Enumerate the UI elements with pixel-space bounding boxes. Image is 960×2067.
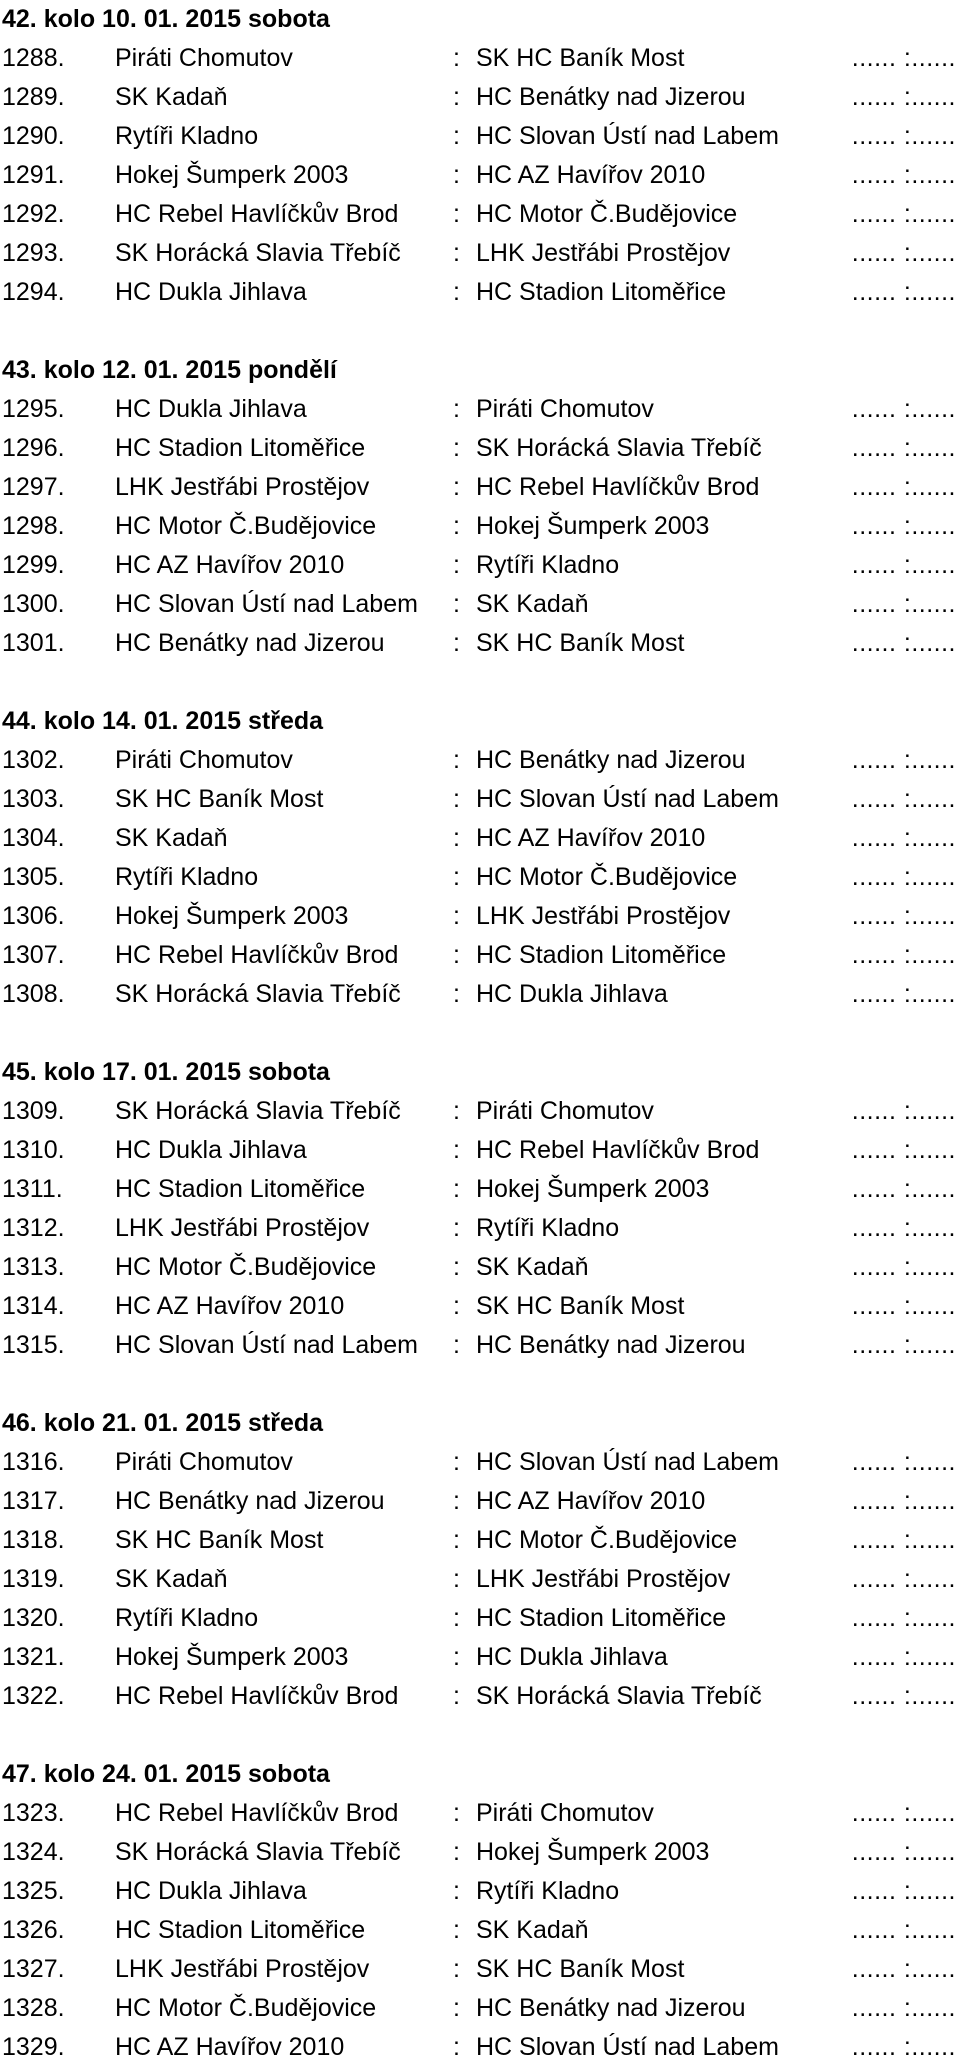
match-number: 1329. xyxy=(2,2033,65,2061)
score-placeholder: ...... :...... xyxy=(851,551,956,579)
away-team: HC Slovan Ústí nad Labem xyxy=(476,122,779,150)
match-row xyxy=(0,234,960,273)
score-separator: : xyxy=(453,1565,460,1593)
match-row xyxy=(0,1326,960,1365)
round-section xyxy=(0,1053,960,1365)
home-team: Hokej Šumperk 2003 xyxy=(115,161,349,189)
score-separator: : xyxy=(453,122,460,150)
score-placeholder: ...... :...... xyxy=(851,1955,956,1983)
match-row xyxy=(0,1677,960,1716)
match-row xyxy=(0,1794,960,1833)
match-number: 1303. xyxy=(2,785,65,813)
score-placeholder: ...... :...... xyxy=(851,1838,956,1866)
match-row xyxy=(0,975,960,1014)
home-team: SK HC Baník Most xyxy=(115,785,324,813)
score-separator: : xyxy=(453,1682,460,1710)
match-number: 1294. xyxy=(2,278,65,306)
round-title: 42. kolo 10. 01. 2015 sobota xyxy=(2,5,330,33)
round-title: 47. kolo 24. 01. 2015 sobota xyxy=(2,1760,330,1788)
score-separator: : xyxy=(453,746,460,774)
home-team: Rytíři Kladno xyxy=(115,863,259,891)
match-row xyxy=(0,1092,960,1131)
home-team: SK Horácká Slavia Třebíč xyxy=(115,980,401,1008)
score-placeholder: ...... :...... xyxy=(851,1487,956,1515)
home-team: SK Kadaň xyxy=(115,83,228,111)
away-team: HC Stadion Litoměřice xyxy=(476,278,727,306)
score-placeholder: ...... :...... xyxy=(851,434,956,462)
round-section xyxy=(0,351,960,663)
round-section xyxy=(0,1404,960,1716)
match-row xyxy=(0,1521,960,1560)
score-separator: : xyxy=(453,1487,460,1515)
score-separator: : xyxy=(453,1877,460,1905)
match-row xyxy=(0,1872,960,1911)
round-section xyxy=(0,1755,960,2067)
home-team: HC Dukla Jihlava xyxy=(115,395,307,423)
away-team: HC Rebel Havlíčkův Brod xyxy=(476,473,760,501)
match-number: 1320. xyxy=(2,1604,65,1632)
match-number: 1324. xyxy=(2,1838,65,1866)
score-placeholder: ...... :...... xyxy=(851,1916,956,1944)
match-number: 1306. xyxy=(2,902,65,930)
score-separator: : xyxy=(453,1838,460,1866)
away-team: Rytíři Kladno xyxy=(476,551,620,579)
score-placeholder: ...... :...... xyxy=(851,941,956,969)
match-row xyxy=(0,897,960,936)
score-separator: : xyxy=(453,1175,460,1203)
score-placeholder: ...... :...... xyxy=(851,1682,956,1710)
match-number: 1291. xyxy=(2,161,65,189)
home-team: Hokej Šumperk 2003 xyxy=(115,1643,349,1671)
score-placeholder: ...... :...... xyxy=(851,200,956,228)
match-row xyxy=(0,1131,960,1170)
match-row xyxy=(0,2028,960,2067)
match-number: 1310. xyxy=(2,1136,65,1164)
round-title: 45. kolo 17. 01. 2015 sobota xyxy=(2,1058,330,1086)
away-team: Piráti Chomutov xyxy=(476,395,654,423)
match-number: 1312. xyxy=(2,1214,65,1242)
home-team: Piráti Chomutov xyxy=(115,44,293,72)
score-separator: : xyxy=(453,1214,460,1242)
home-team: SK Kadaň xyxy=(115,824,228,852)
match-row xyxy=(0,1989,960,2028)
home-team: HC Stadion Litoměřice xyxy=(115,1916,366,1944)
match-row xyxy=(0,117,960,156)
away-team: Hokej Šumperk 2003 xyxy=(476,1838,710,1866)
score-separator: : xyxy=(453,512,460,540)
home-team: LHK Jestřábi Prostějov xyxy=(115,1955,370,1983)
score-separator: : xyxy=(453,395,460,423)
home-team: HC Motor Č.Budějovice xyxy=(115,1253,377,1281)
match-row xyxy=(0,1911,960,1950)
home-team: Piráti Chomutov xyxy=(115,746,293,774)
home-team: HC Rebel Havlíčkův Brod xyxy=(115,1682,399,1710)
away-team: SK HC Baník Most xyxy=(476,1955,685,1983)
match-row xyxy=(0,1560,960,1599)
round-title: 43. kolo 12. 01. 2015 pondělí xyxy=(2,356,337,384)
match-row xyxy=(0,78,960,117)
score-separator: : xyxy=(453,1799,460,1827)
home-team: HC AZ Havířov 2010 xyxy=(115,1292,345,1320)
away-team: HC Motor Č.Budějovice xyxy=(476,863,738,891)
home-team: HC AZ Havířov 2010 xyxy=(115,551,345,579)
home-team: HC Benátky nad Jizerou xyxy=(115,629,385,657)
away-team: SK Horácká Slavia Třebíč xyxy=(476,1682,762,1710)
home-team: HC Slovan Ústí nad Labem xyxy=(115,1331,418,1359)
score-placeholder: ...... :...... xyxy=(851,395,956,423)
home-team: HC Stadion Litoměřice xyxy=(115,434,366,462)
score-placeholder: ...... :...... xyxy=(851,863,956,891)
score-separator: : xyxy=(453,200,460,228)
home-team: LHK Jestřábi Prostějov xyxy=(115,1214,370,1242)
home-team: HC Stadion Litoměřice xyxy=(115,1175,366,1203)
score-placeholder: ...... :...... xyxy=(851,161,956,189)
match-number: 1289. xyxy=(2,83,65,111)
away-team: HC AZ Havířov 2010 xyxy=(476,1487,706,1515)
score-separator: : xyxy=(453,473,460,501)
match-number: 1319. xyxy=(2,1565,65,1593)
round-title: 44. kolo 14. 01. 2015 středa xyxy=(2,707,324,735)
match-number: 1322. xyxy=(2,1682,65,1710)
score-placeholder: ...... :...... xyxy=(851,1292,956,1320)
score-separator: : xyxy=(453,1643,460,1671)
score-placeholder: ...... :...... xyxy=(851,1604,956,1632)
match-number: 1292. xyxy=(2,200,65,228)
score-placeholder: ...... :...... xyxy=(851,785,956,813)
match-row xyxy=(0,429,960,468)
home-team: HC Motor Č.Budějovice xyxy=(115,512,377,540)
score-separator: : xyxy=(453,1448,460,1476)
match-row xyxy=(0,1950,960,1989)
away-team: SK Kadaň xyxy=(476,590,589,618)
match-number: 1318. xyxy=(2,1526,65,1554)
away-team: HC Slovan Ústí nad Labem xyxy=(476,785,779,813)
score-placeholder: ...... :...... xyxy=(851,2033,956,2061)
match-row xyxy=(0,1209,960,1248)
match-number: 1305. xyxy=(2,863,65,891)
score-placeholder: ...... :...... xyxy=(851,590,956,618)
score-placeholder: ...... :...... xyxy=(851,1565,956,1593)
match-row xyxy=(0,1248,960,1287)
match-number: 1296. xyxy=(2,434,65,462)
match-row xyxy=(0,39,960,78)
score-placeholder: ...... :...... xyxy=(851,1253,956,1281)
match-number: 1326. xyxy=(2,1916,65,1944)
score-separator: : xyxy=(453,1331,460,1359)
away-team: HC Rebel Havlíčkův Brod xyxy=(476,1136,760,1164)
score-placeholder: ...... :...... xyxy=(851,122,956,150)
away-team: SK Kadaň xyxy=(476,1916,589,1944)
score-placeholder: ...... :...... xyxy=(851,1994,956,2022)
score-separator: : xyxy=(453,1526,460,1554)
score-placeholder: ...... :...... xyxy=(851,239,956,267)
score-placeholder: ...... :...... xyxy=(851,1136,956,1164)
score-placeholder: ...... :...... xyxy=(851,278,956,306)
away-team: HC AZ Havířov 2010 xyxy=(476,824,706,852)
away-team: LHK Jestřábi Prostějov xyxy=(476,902,731,930)
home-team: Rytíři Kladno xyxy=(115,1604,259,1632)
match-number: 1313. xyxy=(2,1253,65,1281)
away-team: HC Benátky nad Jizerou xyxy=(476,746,746,774)
score-separator: : xyxy=(453,1994,460,2022)
home-team: HC Slovan Ústí nad Labem xyxy=(115,590,418,618)
score-placeholder: ...... :...... xyxy=(851,1799,956,1827)
away-team: HC Motor Č.Budějovice xyxy=(476,1526,738,1554)
match-number: 1288. xyxy=(2,44,65,72)
away-team: SK Kadaň xyxy=(476,1253,589,1281)
score-separator: : xyxy=(453,941,460,969)
score-separator: : xyxy=(453,1916,460,1944)
score-separator: : xyxy=(453,863,460,891)
away-team: Hokej Šumperk 2003 xyxy=(476,512,710,540)
score-separator: : xyxy=(453,590,460,618)
away-team: HC AZ Havířov 2010 xyxy=(476,161,706,189)
away-team: LHK Jestřábi Prostějov xyxy=(476,1565,731,1593)
away-team: SK HC Baník Most xyxy=(476,44,685,72)
away-team: Rytíři Kladno xyxy=(476,1214,620,1242)
match-number: 1314. xyxy=(2,1292,65,1320)
home-team: SK Kadaň xyxy=(115,1565,228,1593)
match-number: 1311. xyxy=(2,1175,63,1203)
home-team: HC Rebel Havlíčkův Brod xyxy=(115,200,399,228)
match-number: 1307. xyxy=(2,941,65,969)
match-row xyxy=(0,1638,960,1677)
match-row xyxy=(0,858,960,897)
score-separator: : xyxy=(453,980,460,1008)
match-number: 1323. xyxy=(2,1799,65,1827)
score-placeholder: ...... :...... xyxy=(851,83,956,111)
match-number: 1309. xyxy=(2,1097,65,1125)
away-team: HC Dukla Jihlava xyxy=(476,980,668,1008)
away-team: HC Stadion Litoměřice xyxy=(476,1604,727,1632)
match-number: 1302. xyxy=(2,746,65,774)
score-placeholder: ...... :...... xyxy=(851,1448,956,1476)
score-separator: : xyxy=(453,161,460,189)
match-row xyxy=(0,468,960,507)
score-placeholder: ...... :...... xyxy=(851,980,956,1008)
score-separator: : xyxy=(453,1253,460,1281)
away-team: Piráti Chomutov xyxy=(476,1799,654,1827)
match-row xyxy=(0,1443,960,1482)
home-team: Hokej Šumperk 2003 xyxy=(115,902,349,930)
score-separator: : xyxy=(453,2033,460,2061)
away-team: SK HC Baník Most xyxy=(476,1292,685,1320)
match-row xyxy=(0,585,960,624)
match-number: 1300. xyxy=(2,590,65,618)
match-row xyxy=(0,390,960,429)
score-separator: : xyxy=(453,44,460,72)
match-number: 1321. xyxy=(2,1643,65,1671)
home-team: HC Rebel Havlíčkův Brod xyxy=(115,1799,399,1827)
away-team: HC Benátky nad Jizerou xyxy=(476,1994,746,2022)
score-separator: : xyxy=(453,1292,460,1320)
match-row xyxy=(0,273,960,312)
home-team: HC Dukla Jihlava xyxy=(115,278,307,306)
match-row xyxy=(0,1482,960,1521)
match-row xyxy=(0,1170,960,1209)
away-team: HC Benátky nad Jizerou xyxy=(476,83,746,111)
match-number: 1301. xyxy=(2,629,65,657)
score-separator: : xyxy=(453,551,460,579)
away-team: HC Dukla Jihlava xyxy=(476,1643,668,1671)
score-separator: : xyxy=(453,1604,460,1632)
away-team: Piráti Chomutov xyxy=(476,1097,654,1125)
away-team: LHK Jestřábi Prostějov xyxy=(476,239,731,267)
match-number: 1317. xyxy=(2,1487,65,1515)
score-placeholder: ...... :...... xyxy=(851,1214,956,1242)
round-section xyxy=(0,702,960,1014)
away-team: HC Motor Č.Budějovice xyxy=(476,200,738,228)
score-placeholder: ...... :...... xyxy=(851,1877,956,1905)
score-placeholder: ...... :...... xyxy=(851,746,956,774)
score-placeholder: ...... :...... xyxy=(851,1097,956,1125)
round-title: 46. kolo 21. 01. 2015 středa xyxy=(2,1409,324,1437)
match-row xyxy=(0,741,960,780)
score-placeholder: ...... :...... xyxy=(851,44,956,72)
round-section xyxy=(0,0,960,312)
match-number: 1315. xyxy=(2,1331,65,1359)
away-team: HC Slovan Ústí nad Labem xyxy=(476,2033,779,2061)
score-separator: : xyxy=(453,902,460,930)
match-row xyxy=(0,624,960,663)
match-number: 1325. xyxy=(2,1877,65,1905)
match-row xyxy=(0,1599,960,1638)
match-number: 1293. xyxy=(2,239,65,267)
away-team: SK HC Baník Most xyxy=(476,629,685,657)
match-row xyxy=(0,819,960,858)
match-row xyxy=(0,1833,960,1872)
match-number: 1304. xyxy=(2,824,65,852)
home-team: HC Motor Č.Budějovice xyxy=(115,1994,377,2022)
match-number: 1295. xyxy=(2,395,65,423)
score-placeholder: ...... :...... xyxy=(851,824,956,852)
score-separator: : xyxy=(453,83,460,111)
score-separator: : xyxy=(453,1136,460,1164)
score-placeholder: ...... :...... xyxy=(851,1643,956,1671)
score-placeholder: ...... :...... xyxy=(851,1526,956,1554)
away-team: Hokej Šumperk 2003 xyxy=(476,1175,710,1203)
home-team: HC Rebel Havlíčkův Brod xyxy=(115,941,399,969)
match-number: 1298. xyxy=(2,512,65,540)
home-team: LHK Jestřábi Prostějov xyxy=(115,473,370,501)
match-number: 1299. xyxy=(2,551,65,579)
away-team: SK Horácká Slavia Třebíč xyxy=(476,434,762,462)
away-team: HC Stadion Litoměřice xyxy=(476,941,727,969)
score-separator: : xyxy=(453,278,460,306)
score-placeholder: ...... :...... xyxy=(851,473,956,501)
score-separator: : xyxy=(453,239,460,267)
match-row xyxy=(0,546,960,585)
score-placeholder: ...... :...... xyxy=(851,1175,956,1203)
score-separator: : xyxy=(453,1097,460,1125)
away-team: Rytíři Kladno xyxy=(476,1877,620,1905)
match-row xyxy=(0,936,960,975)
home-team: SK Horácká Slavia Třebíč xyxy=(115,1838,401,1866)
score-separator: : xyxy=(453,785,460,813)
match-number: 1308. xyxy=(2,980,65,1008)
match-row xyxy=(0,156,960,195)
match-row xyxy=(0,507,960,546)
home-team: HC Benátky nad Jizerou xyxy=(115,1487,385,1515)
match-row xyxy=(0,780,960,819)
match-row xyxy=(0,1287,960,1326)
match-number: 1327. xyxy=(2,1955,65,1983)
home-team: HC Dukla Jihlava xyxy=(115,1877,307,1905)
home-team: HC AZ Havířov 2010 xyxy=(115,2033,345,2061)
match-row xyxy=(0,195,960,234)
away-team: HC Slovan Ústí nad Labem xyxy=(476,1448,779,1476)
match-number: 1297. xyxy=(2,473,65,501)
home-team: SK Horácká Slavia Třebíč xyxy=(115,1097,401,1125)
home-team: Piráti Chomutov xyxy=(115,1448,293,1476)
home-team: Rytíři Kladno xyxy=(115,122,259,150)
score-separator: : xyxy=(453,434,460,462)
score-separator: : xyxy=(453,1955,460,1983)
score-placeholder: ...... :...... xyxy=(851,512,956,540)
match-number: 1290. xyxy=(2,122,65,150)
home-team: HC Dukla Jihlava xyxy=(115,1136,307,1164)
score-placeholder: ...... :...... xyxy=(851,629,956,657)
score-placeholder: ...... :...... xyxy=(851,1331,956,1359)
away-team: HC Benátky nad Jizerou xyxy=(476,1331,746,1359)
score-separator: : xyxy=(453,629,460,657)
home-team: SK Horácká Slavia Třebíč xyxy=(115,239,401,267)
score-separator: : xyxy=(453,824,460,852)
score-placeholder: ...... :...... xyxy=(851,902,956,930)
home-team: SK HC Baník Most xyxy=(115,1526,324,1554)
match-number: 1328. xyxy=(2,1994,65,2022)
match-number: 1316. xyxy=(2,1448,65,1476)
